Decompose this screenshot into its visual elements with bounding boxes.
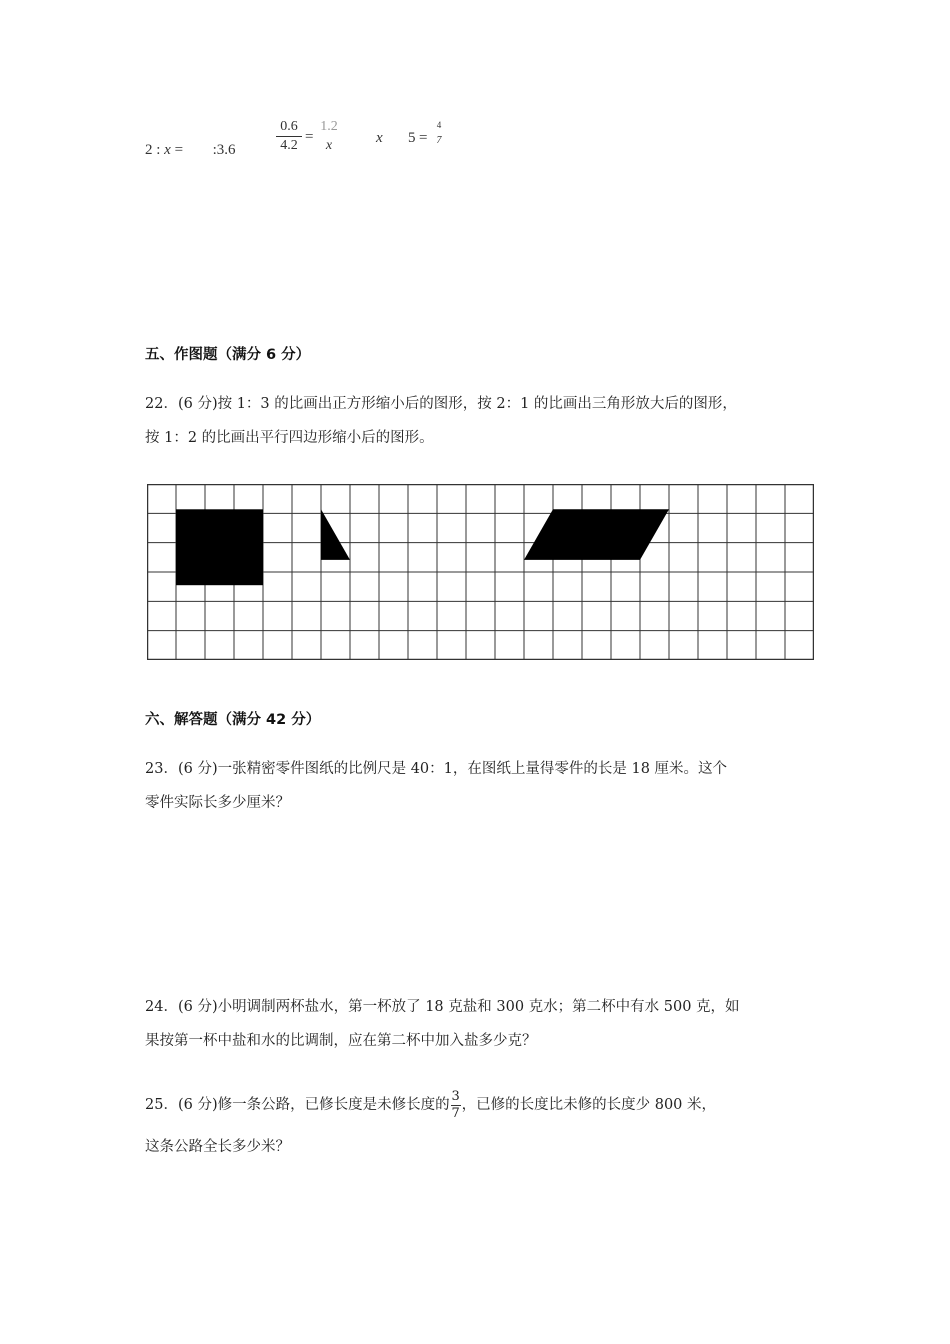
eq2-fraction-right: [318, 119, 340, 154]
q22-line-1: 22．(6 分)按 1：3 的比画出正方形缩小后的图形，按 2：1 的比画出三角形放大后的图形，: [145, 396, 737, 412]
equation-1: [145, 142, 235, 159]
eq2-frac2-denominator: x: [325, 138, 333, 153]
eq3-frac-denominator: 7: [436, 135, 442, 146]
q25-line-2: 这条公路全长多少米？: [145, 1139, 290, 1155]
q23-line-2: 零件实际长多少厘米？: [145, 795, 290, 811]
eq2-frac2-numerator: 1.2: [320, 119, 338, 134]
q24-line-2: 果按第一杯中盐和水的比调制，应在第二杯中加入盐多少克？: [145, 1033, 537, 1049]
eq2-equals: =: [305, 129, 314, 145]
eq1-left: 2 :: [145, 142, 165, 158]
question-24: [145, 990, 740, 1058]
q25-frac-denominator: 7: [451, 1105, 460, 1121]
q25-line-1: [145, 1086, 716, 1124]
parallelogram-shape: [524, 509, 669, 560]
q25-frac-numerator: 3: [451, 1088, 460, 1104]
q22-line-2: 按 1：2 的比画出平行四边形缩小后的图形。: [145, 430, 434, 446]
question-23: [145, 752, 727, 820]
eq1-mid: =: [170, 142, 184, 158]
section-6-title: 六、解答题（满分 42 分）: [145, 712, 321, 728]
q24-line-1: 24．(6 分)小明调制两杯盐水，第一杯放了 18 克盐和 300 克水；第二杯中有水 500 克，如: [145, 999, 740, 1015]
question-25: [145, 1086, 716, 1166]
eq1-var: x: [164, 142, 171, 158]
triangle-shape: [321, 509, 350, 560]
eq2-frac1-numerator: 0.6: [280, 119, 298, 134]
eq3-op: 5: [408, 130, 416, 146]
eq2-fraction-left: [276, 119, 302, 154]
q25-suffix: ，已修的长度比未修的长度少 800 米，: [461, 1097, 717, 1113]
drawing-grid: [147, 484, 814, 660]
eq3-frac-numerator: 4: [436, 120, 442, 130]
q25-prefix: 25．(6 分)修一条公路，已修长度是未修长度的: [145, 1097, 450, 1113]
q25-fraction: [451, 1090, 461, 1121]
eq3-fraction: [432, 119, 446, 148]
eq1-right: :3.6: [212, 142, 236, 158]
q23-line-1: 23．(6 分)一张精密零件图纸的比例尺是 40：1，在图纸上量得零件的长是 18 厘米。这个: [145, 761, 728, 777]
square-shape: [176, 509, 263, 585]
eq3-var: x: [376, 130, 383, 146]
grid-svg: [147, 484, 814, 660]
eq2-frac1-denominator: 4.2: [280, 138, 298, 153]
eq3-equals: =: [419, 130, 428, 146]
section-5-title: 五、作图题（满分 6 分）: [145, 347, 311, 363]
question-22: [145, 387, 737, 455]
